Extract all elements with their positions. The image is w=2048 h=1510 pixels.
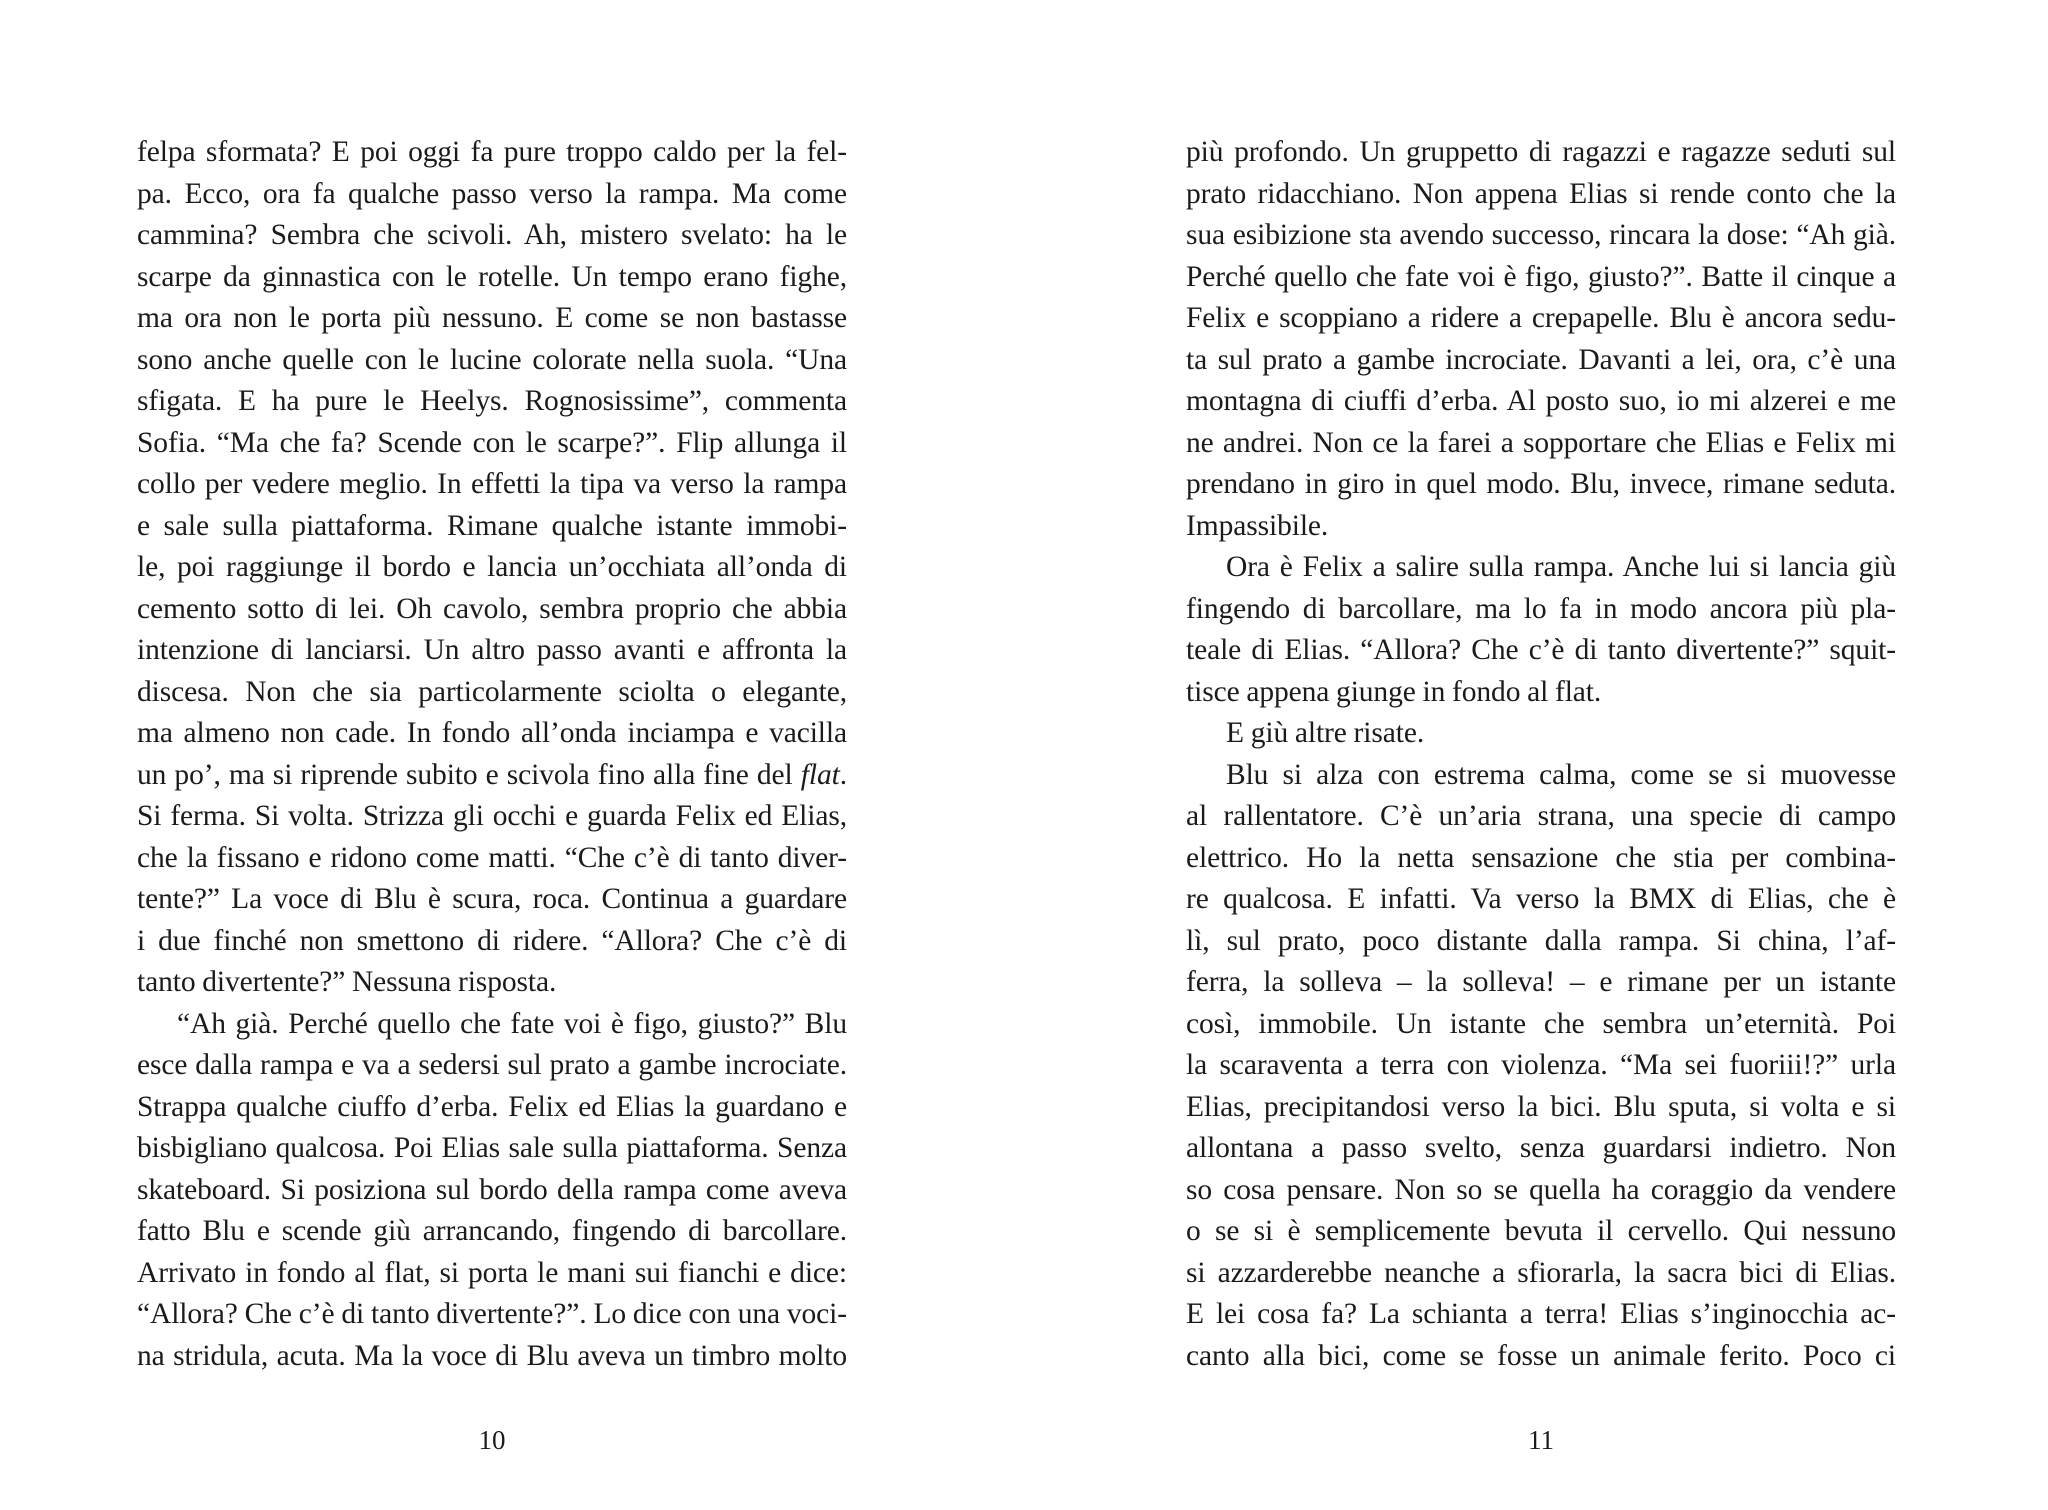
- text-line: [137, 506, 847, 548]
- text-line-content: bisbigliano qualcosa. Poi Elias sale sulla piattaforma. Senza: [137, 1132, 847, 1164]
- text-line: [137, 340, 847, 382]
- text-line-content: Si ferma. Si volta. Strizza gli occhi e guarda Felix ed Elias,: [137, 800, 847, 832]
- text-line-content: tisce appena giunge in fondo al flat.: [1186, 675, 1602, 708]
- text-line-content: “Ah già. Perché quello che fate voi è figo, giusto?” Blu: [177, 1007, 847, 1040]
- text-line-content: la scaraventa a terra con violenza. “Ma sei fuoriii!?” urla: [1186, 1049, 1896, 1081]
- text-line: [137, 962, 847, 1004]
- text-line: [137, 796, 847, 838]
- text-line-content: Strappa qualche ciuffo d’erba. Felix ed Elias la guardano e: [137, 1090, 847, 1123]
- text-line-content: collo per vedere meglio. In effetti la tipa va verso la rampa: [137, 468, 847, 500]
- text-line: [1186, 423, 1896, 465]
- text-line-content: ma ora non le porta più nessuno. E come se non bastasse: [137, 302, 847, 334]
- text-line-content: pa. Ecco, ora fa qualche passo verso la rampa. Ma come: [137, 177, 847, 210]
- text-line: [1186, 1253, 1896, 1295]
- text-line-content: canto alla bici, come se fosse un animale ferito. Poco ci: [1186, 1339, 1896, 1372]
- text-line-content: tente?” La voce di Blu è scura, roca. Continua a guardare: [137, 883, 847, 915]
- right-page-text-column: [1186, 132, 1896, 1377]
- text-line-content: Elias, precipitandosi verso la bici. Blu sputa, si volta e si: [1186, 1090, 1896, 1123]
- text-line-content: re qualcosa. E infatti. Va verso la BMX di Elias, che è: [1186, 883, 1896, 915]
- text-line-content: allontana a passo svelto, senza guardarsi indietro. Non: [1186, 1132, 1896, 1164]
- page-number: 10: [478, 1425, 506, 1455]
- text-line-content: Perché quello che fate voi è figo, giusto?”. Batte il cinque a: [1186, 260, 1896, 293]
- text-line-content: “Allora? Che c’è di tanto divertente?”. Lo dice con una voci-: [137, 1298, 847, 1330]
- text-line-content: teale di Elias. “Allora? Che c’è di tanto divertente?” squit-: [1186, 634, 1896, 666]
- text-line: [137, 755, 847, 797]
- text-line: [137, 1045, 847, 1087]
- text-line-content: Felix e scoppiano a ridere a crepapelle. Blu è ancora sedu-: [1186, 302, 1896, 334]
- text-line-content: tanto divertente?” Nessuna risposta.: [137, 966, 557, 998]
- text-line-content: cammina? Sembra che scivoli. Ah, mistero svelato: ha le: [137, 219, 847, 251]
- text-line: [137, 132, 847, 174]
- text-line-content: che la fissano e ridono come matti. “Che c’è di tanto diver-: [137, 841, 847, 874]
- text-line-content: fingendo di barcollare, ma lo fa in modo ancora più pla-: [1186, 592, 1896, 625]
- text-line-content: Ora è Felix a salire sulla rampa. Anche lui si lancia giù: [1226, 551, 1896, 583]
- text-line-content: Arrivato in fondo al flat, si porta le mani sui fianchi e dice:: [137, 1256, 847, 1289]
- text-line: [137, 1087, 847, 1129]
- text-line-content: così, immobile. Un istante che sembra un’eternità. Poi: [1186, 1007, 1896, 1040]
- text-line: [1186, 796, 1896, 838]
- text-line-content: le, poi raggiunge il bordo e lancia un’occhiata all’onda di: [137, 551, 847, 583]
- text-line: [1186, 381, 1896, 423]
- text-line-content: ma almeno non cade. In fondo all’onda inciampa e vacilla: [137, 717, 847, 749]
- text-line-content: ne andrei. Non ce la farei a sopportare che Elias e Felix mi: [1186, 426, 1896, 459]
- text-line-content: discesa. Non che sia particolarmente sciolta o elegante,: [137, 675, 847, 708]
- text-line-content: scarpe da ginnastica con le rotelle. Un tempo erano fighe,: [137, 260, 847, 293]
- text-line: [137, 1004, 847, 1046]
- text-line: [137, 1170, 847, 1212]
- text-line-content: sono anche quelle con le lucine colorate nella suola. “Una: [137, 343, 847, 376]
- italic-term: flat: [800, 758, 840, 791]
- text-line-content: so cosa pensare. Non so se quella ha coraggio da vendere: [1186, 1173, 1896, 1206]
- text-line-content: ferra, la solleva – la solleva! – e rimane per un istante: [1186, 966, 1896, 998]
- text-line-content: montagna di ciuffi d’erba. Al posto suo, io mi alzerei e me: [1186, 385, 1896, 417]
- text-line: [137, 298, 847, 340]
- text-line: [137, 1128, 847, 1170]
- right-page: [1024, 0, 2048, 1510]
- text-line: [137, 589, 847, 631]
- text-line: [1186, 1294, 1896, 1336]
- text-line: [137, 1211, 847, 1253]
- text-line: [1186, 1128, 1896, 1170]
- text-line-content: si azzarderebbe neanche a sfiorarla, la sacra bici di Elias.: [1186, 1256, 1896, 1289]
- text-line-content: sfigata. E ha pure le Heelys. Rognosissime”, commenta: [137, 385, 847, 417]
- text-line: [137, 921, 847, 963]
- text-line-content: cemento sotto di lei. Oh cavolo, sembra proprio che abbia: [137, 592, 847, 625]
- text-line: [1186, 921, 1896, 963]
- text-line-content: più profondo. Un gruppetto di ragazzi e ragazze seduti sul: [1186, 136, 1896, 168]
- text-line: [137, 381, 847, 423]
- text-line: [1186, 1211, 1896, 1253]
- text-line-content: prendano in giro in quel modo. Blu, invece, rimane seduta.: [1186, 468, 1896, 500]
- text-line: [137, 1294, 847, 1336]
- text-line: [1186, 962, 1896, 1004]
- text-line-content: fatto Blu e scende giù arrancando, fingendo di barcollare.: [137, 1215, 847, 1247]
- text-line: [1186, 132, 1896, 174]
- text-line: [1186, 298, 1896, 340]
- text-line: [137, 1253, 847, 1295]
- text-line: [1186, 174, 1896, 216]
- text-line-content: ta sul prato a gambe incrociate. Davanti a lei, ora, c’è una: [1186, 343, 1896, 376]
- text-line-content: Blu si alza con estrema calma, come se si muovesse: [1226, 758, 1896, 791]
- text-line: [137, 838, 847, 880]
- text-line: [1186, 755, 1896, 797]
- text-line: [137, 423, 847, 465]
- text-line: [1186, 713, 1896, 755]
- text-line: [1186, 547, 1896, 589]
- text-line: [1186, 215, 1896, 257]
- text-line: [1186, 838, 1896, 880]
- text-line: [1186, 1045, 1896, 1087]
- text-line-content: Impassibile.: [1186, 509, 1329, 542]
- text-line: [137, 672, 847, 714]
- text-line: [137, 879, 847, 921]
- text-line: [1186, 672, 1896, 714]
- text-line-content: e sale sulla piattaforma. Rimane qualche istante immobi-: [137, 509, 847, 542]
- text-line-content: elettrico. Ho la netta sensazione che stia per combina-: [1186, 841, 1896, 874]
- text-line: [137, 174, 847, 216]
- text-line-content: Sofia. “Ma che fa? Scende con le scarpe?”. Flip allunga il: [137, 426, 847, 459]
- text-line-content: lì, sul prato, poco distante dalla rampa. Si china, l’af-: [1186, 924, 1896, 957]
- text-line-content: na stridula, acuta. Ma la voce di Blu aveva un timbro molto: [137, 1339, 847, 1372]
- text-line: [1186, 1087, 1896, 1129]
- text-line: [1186, 1170, 1896, 1212]
- text-line-content: felpa sformata? E poi oggi fa pure troppo caldo per la fel-: [137, 136, 847, 168]
- text-line: [137, 630, 847, 672]
- text-line-content: prato ridacchiano. Non appena Elias si rende conto che la: [1186, 177, 1896, 210]
- text-line-content: un po’, ma si riprende subito e scivola fino alla fine del: [137, 758, 801, 791]
- text-line-content: E lei cosa fa? La schianta a terra! Elias s’inginocchia ac-: [1186, 1298, 1896, 1330]
- text-line: [1186, 257, 1896, 299]
- text-line: [1186, 879, 1896, 921]
- text-line: [1186, 464, 1896, 506]
- text-line: [137, 547, 847, 589]
- text-line: [137, 1336, 847, 1378]
- text-line: [1186, 1336, 1896, 1378]
- text-line-content: o se si è semplicemente bevuta il cervello. Qui nessuno: [1186, 1215, 1896, 1247]
- text-line: [1186, 630, 1896, 672]
- text-line-content: sua esibizione sta avendo successo, rincara la dose: “Ah già.: [1186, 219, 1896, 251]
- text-line-content: E giù altre risate.: [1226, 717, 1425, 749]
- text-line: [1186, 589, 1896, 631]
- text-line-content: intenzione di lanciarsi. Un altro passo avanti e affronta la: [137, 634, 847, 666]
- text-line-content: al rallentatore. C’è un’aria strana, una specie di campo: [1186, 800, 1896, 832]
- left-page-text-column: [137, 132, 847, 1377]
- text-line: [137, 257, 847, 299]
- text-line: [137, 464, 847, 506]
- text-line: [1186, 506, 1896, 548]
- page-number: 11: [1528, 1425, 1554, 1455]
- text-line-content: skateboard. Si posiziona sul bordo della rampa come aveva: [137, 1173, 847, 1206]
- text-line: [1186, 1004, 1896, 1046]
- text-line-content: esce dalla rampa e va a sedersi sul prato a gambe incrociate.: [137, 1049, 847, 1081]
- punctuation: .: [839, 758, 847, 791]
- text-line: [137, 713, 847, 755]
- text-line: [137, 215, 847, 257]
- text-line: [1186, 340, 1896, 382]
- text-line-content: i due finché non smettono di ridere. “Allora? Che c’è di: [137, 924, 847, 957]
